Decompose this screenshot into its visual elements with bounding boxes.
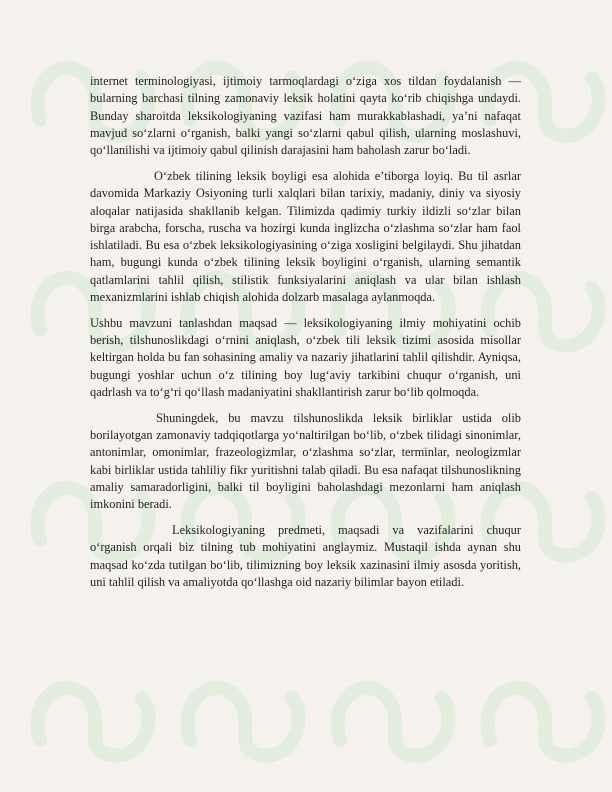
paragraph-5: Leksikologiyaning predmeti, maqsadi va vazifalarini chuqur o‘rganish orqali biz tilning tub mohiyatini anglaymiz. Mustaqil ishda aynan shu maqsad ko‘zda tutilgan bo‘lib, tilimizning boy leksik xazinasini ilmiy asosda yoritish, uni tahlil qilish va amaliyotda qo‘llashga oid nazariy bilimlar bayon etiladi. xyxy=(90,523,521,590)
paragraph-4: Shuningdek, bu mavzu tilshunoslikda leksik birliklar ustida olib borilayotgan zamonaviy tadqiqotlarga yo‘naltirilgan bo‘lib, o‘zbek tilidagi sinonimlar, antonimlar, omonimlar, frazeologizmlar, o‘zlashma so‘zlar, terminlar, neologizmlar kabi birliklar ustida tahliliy fikr yuritishni talab qiladi. Bu esa nafaqat tilshunoslikning amaliy samaradorligini, balki til boyligini baholashdagi mezonlarni ham aniqlash imkonini beradi. xyxy=(90,410,521,512)
paragraph-1: internet terminologiyasi, ijtimoiy tarmoqlardagi o‘ziga xos tildan foydalanish — bularning barchasi tilning zamonaviy leksik holatini qayta ko‘rib chiqishga undaydi. Bunday sharoitda leksikologiyaning vazifasi ham murakkablashadi, ya’ni nafaqat mavjud so‘zlarni o‘rganish, balki yangi so‘zlarni qabul qilish, ularning moslashuvi, qo‘llanilishi va ijtimoiy qabul qilinish darajasini ham baholash zarur bo‘ladi. xyxy=(90,74,521,158)
document-body xyxy=(90,73,521,600)
paragraph-2: O‘zbek tilining leksik boyligi esa alohida e’tiborga loyiq. Bu til asrlar davomida Markaziy Osiyoning turli xalqlari bilan tarixiy, madaniy, diniy va siyosiy aloqalar natijasida shakllanib kelgan. Tilimizda qadimiy turkiy ildizli so‘zlar bilan birga arabcha, forscha, ruscha va hozirgi kunda inglizcha o‘zlashma so‘zlar ham faol ishlatiladi. Bu esa o‘zbek leksikologiyasining o‘ziga xosligini belgilaydi. Shu jihatdan ham, bugungi kunda o‘zbek tilining leksik boyligini o‘rganish, ularning semantik qatlamlarini tahlil qilish, stilistik funksiyalarini aniqlash va ular bilan ishlash mexanizmlarini ishlab chiqish alohida dolzarb masalaga aylanmoqda. xyxy=(90,168,521,305)
paragraph-3: Ushbu mavzuni tanlashdan maqsad — leksikologiyaning ilmiy mohiyatini ochib berish, tilshunoslikdagi o‘rnini aniqlash, o‘zbek tili leksik tizimi asosida misollar keltirgan holda bu fan sohasining amaliy va nazariy jihatlarini tahlil qilishdir. Ayniqsa, bugungi yoshlar uchun o‘z tilining boy lug‘aviy tarkibini chuqur o‘rganish, uni qadrlash va to‘g‘ri qo‘llash madaniyatini shakllantirish zarur bo‘lib qolmoqda. xyxy=(90,315,521,400)
